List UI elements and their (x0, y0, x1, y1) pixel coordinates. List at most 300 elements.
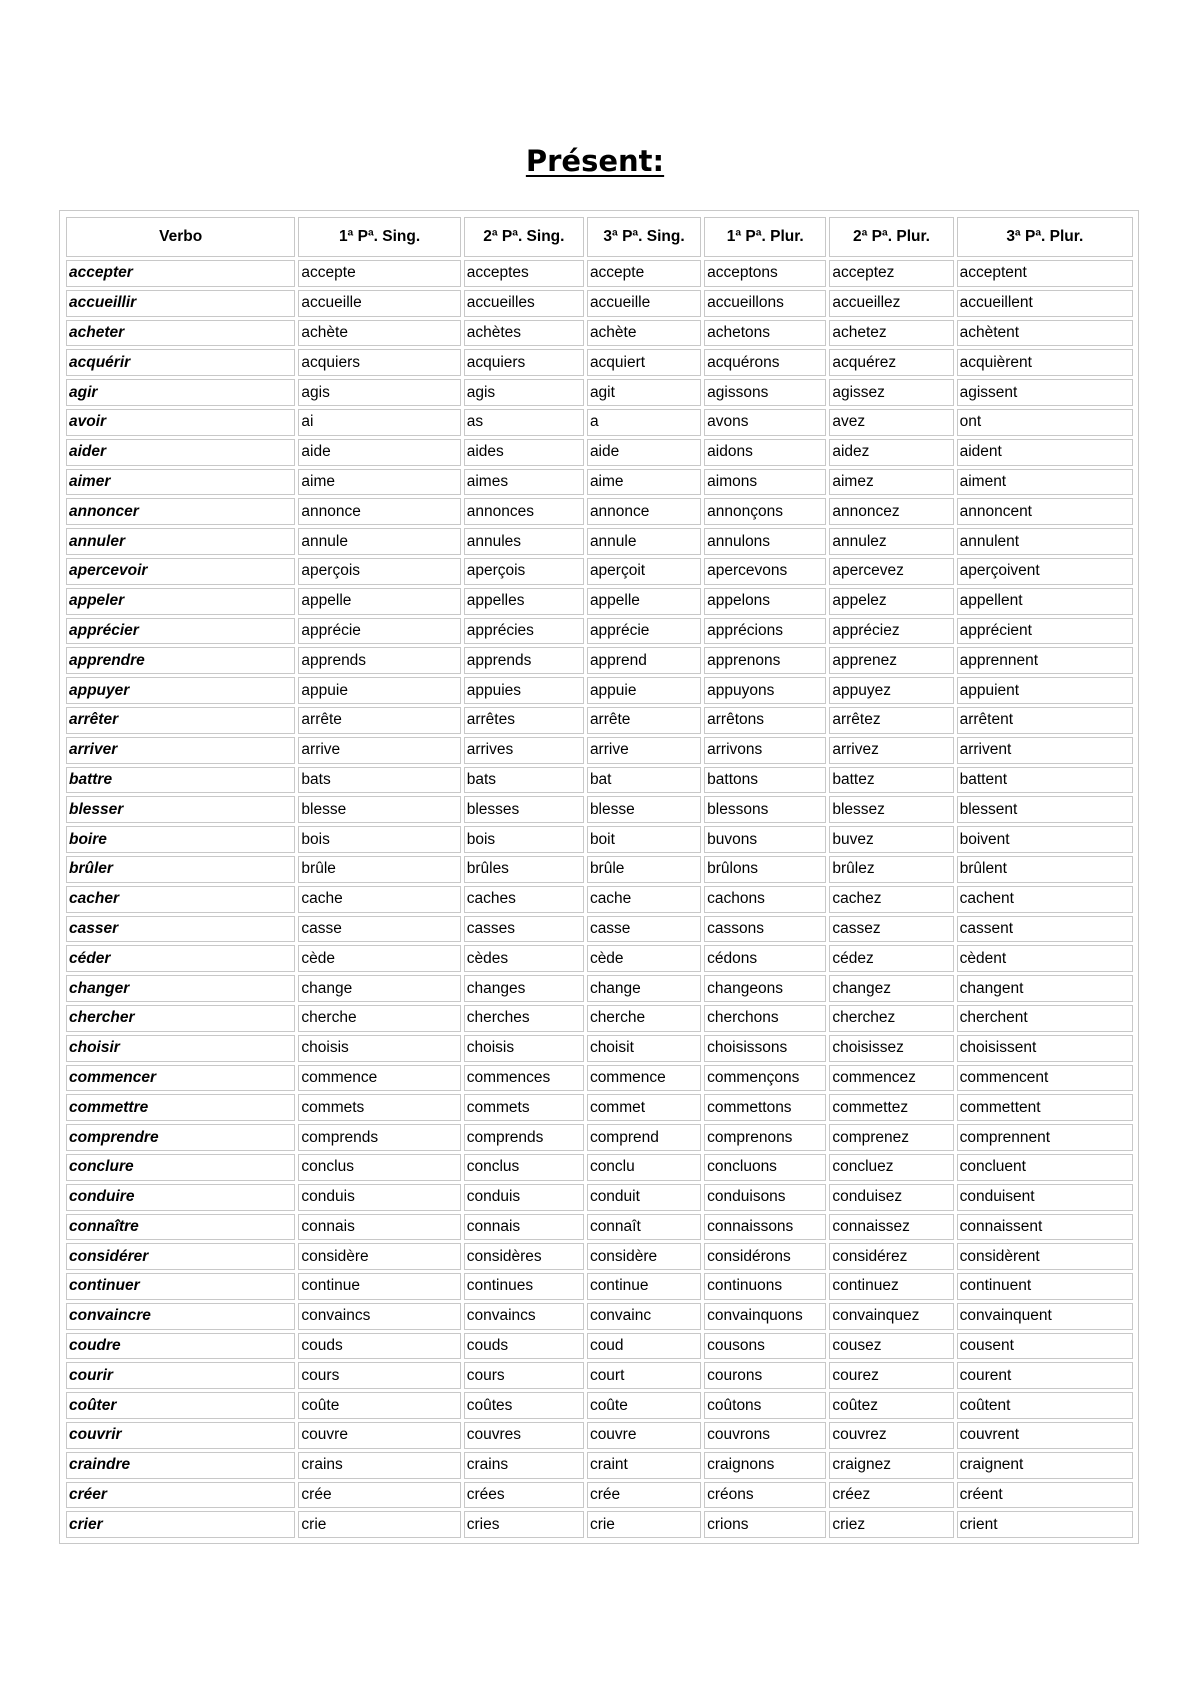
first-sing-cell: achète (298, 320, 460, 347)
table-row (66, 1303, 1133, 1330)
table-row (66, 1482, 1133, 1509)
table-row (66, 707, 1133, 734)
verb-cell: acquérir (66, 349, 295, 376)
second-sing-cell: brûles (464, 856, 584, 883)
table-row (66, 886, 1133, 913)
first-sing-cell: aperçois (298, 558, 460, 585)
first-plur-cell: cassons (704, 916, 826, 943)
second-sing-cell: continues (464, 1273, 584, 1300)
second-sing-cell: considères (464, 1243, 584, 1270)
third-plur-cell: ont (957, 409, 1133, 436)
first-plur-cell: acquérons (704, 349, 826, 376)
verb-cell: convaincre (66, 1303, 295, 1330)
first-sing-cell: choisis (298, 1035, 460, 1062)
third-plur-cell: courent (957, 1362, 1133, 1389)
first-sing-cell: couvre (298, 1422, 460, 1449)
second-sing-cell: crées (464, 1482, 584, 1509)
second-plur-cell: continuez (829, 1273, 953, 1300)
second-plur-cell: craignez (829, 1452, 953, 1479)
first-plur-cell: courons (704, 1362, 826, 1389)
first-plur-cell: aidons (704, 439, 826, 466)
first-sing-cell: couds (298, 1333, 460, 1360)
first-sing-cell: arrête (298, 707, 460, 734)
verb-cell: brûler (66, 856, 295, 883)
third-sing-cell: annule (587, 528, 701, 555)
first-sing-cell: acquiers (298, 349, 460, 376)
second-sing-cell: cherches (464, 1005, 584, 1032)
table-row (66, 1243, 1133, 1270)
second-sing-cell: crains (464, 1452, 584, 1479)
first-sing-cell: convaincs (298, 1303, 460, 1330)
verb-cell: battre (66, 767, 295, 794)
table-row (66, 1124, 1133, 1151)
second-sing-cell: conduis (464, 1184, 584, 1211)
second-plur-cell: accueillez (829, 290, 953, 317)
verb-cell: changer (66, 975, 295, 1002)
first-sing-cell: crée (298, 1482, 460, 1509)
third-plur-cell: conduisent (957, 1184, 1133, 1211)
second-sing-cell: aperçois (464, 558, 584, 585)
header-1st-plur: 1ª Pª. Plur. (704, 217, 826, 257)
second-sing-cell: accueilles (464, 290, 584, 317)
third-plur-cell: apprennent (957, 647, 1133, 674)
first-plur-cell: concluons (704, 1154, 826, 1181)
second-sing-cell: couds (464, 1333, 584, 1360)
third-sing-cell: achète (587, 320, 701, 347)
third-plur-cell: annoncent (957, 498, 1133, 525)
table-row (66, 1214, 1133, 1241)
verb-cell: apprécier (66, 618, 295, 645)
first-sing-cell: commence (298, 1065, 460, 1092)
second-plur-cell: aimez (829, 469, 953, 496)
table-row (66, 1333, 1133, 1360)
first-plur-cell: changeons (704, 975, 826, 1002)
third-plur-cell: couvrent (957, 1422, 1133, 1449)
verb-cell: conclure (66, 1154, 295, 1181)
third-sing-cell: cherche (587, 1005, 701, 1032)
table-row (66, 439, 1133, 466)
table-row (66, 260, 1133, 287)
second-plur-cell: coûtez (829, 1392, 953, 1419)
third-sing-cell: bat (587, 767, 701, 794)
third-plur-cell: cassent (957, 916, 1133, 943)
verb-cell: apprendre (66, 647, 295, 674)
second-plur-cell: commencez (829, 1065, 953, 1092)
first-sing-cell: continue (298, 1273, 460, 1300)
second-plur-cell: connaissez (829, 1214, 953, 1241)
second-plur-cell: acceptez (829, 260, 953, 287)
table-row (66, 856, 1133, 883)
second-sing-cell: connais (464, 1214, 584, 1241)
table-row (66, 379, 1133, 406)
third-sing-cell: court (587, 1362, 701, 1389)
first-sing-cell: comprends (298, 1124, 460, 1151)
second-sing-cell: commets (464, 1094, 584, 1121)
third-plur-cell: acquièrent (957, 349, 1133, 376)
second-plur-cell: annoncez (829, 498, 953, 525)
table-row (66, 737, 1133, 764)
second-plur-cell: créez (829, 1482, 953, 1509)
first-sing-cell: crains (298, 1452, 460, 1479)
first-sing-cell: change (298, 975, 460, 1002)
verb-cell: appeler (66, 588, 295, 615)
second-sing-cell: cours (464, 1362, 584, 1389)
second-plur-cell: considérez (829, 1243, 953, 1270)
second-plur-cell: acquérez (829, 349, 953, 376)
second-plur-cell: appelez (829, 588, 953, 615)
second-plur-cell: cédez (829, 945, 953, 972)
header-1st-sing: 1ª Pª. Sing. (298, 217, 460, 257)
first-sing-cell: connais (298, 1214, 460, 1241)
third-plur-cell: comprennent (957, 1124, 1133, 1151)
header-2nd-plur: 2ª Pª. Plur. (829, 217, 953, 257)
first-sing-cell: cherche (298, 1005, 460, 1032)
verb-cell: coûter (66, 1392, 295, 1419)
third-sing-cell: appuie (587, 677, 701, 704)
first-plur-cell: brûlons (704, 856, 826, 883)
table-row (66, 945, 1133, 972)
third-sing-cell: aide (587, 439, 701, 466)
second-plur-cell: concluez (829, 1154, 953, 1181)
verb-cell: considérer (66, 1243, 295, 1270)
table-row (66, 677, 1133, 704)
verb-cell: couvrir (66, 1422, 295, 1449)
first-sing-cell: aide (298, 439, 460, 466)
table-row (66, 320, 1133, 347)
second-plur-cell: conduisez (829, 1184, 953, 1211)
second-plur-cell: cousez (829, 1333, 953, 1360)
header-row (66, 217, 1133, 257)
third-sing-cell: change (587, 975, 701, 1002)
third-sing-cell: accepte (587, 260, 701, 287)
first-sing-cell: ai (298, 409, 460, 436)
second-plur-cell: avez (829, 409, 953, 436)
verb-cell: arrêter (66, 707, 295, 734)
third-sing-cell: considère (587, 1243, 701, 1270)
verb-cell: commettre (66, 1094, 295, 1121)
first-plur-cell: appuyons (704, 677, 826, 704)
verb-cell: aider (66, 439, 295, 466)
table-row (66, 826, 1133, 853)
second-sing-cell: acquiers (464, 349, 584, 376)
second-plur-cell: appréciez (829, 618, 953, 645)
first-sing-cell: agis (298, 379, 460, 406)
third-plur-cell: agissent (957, 379, 1133, 406)
second-sing-cell: choisis (464, 1035, 584, 1062)
third-sing-cell: choisit (587, 1035, 701, 1062)
third-sing-cell: brûle (587, 856, 701, 883)
second-sing-cell: achètes (464, 320, 584, 347)
third-plur-cell: aperçoivent (957, 558, 1133, 585)
first-plur-cell: apprécions (704, 618, 826, 645)
second-plur-cell: apprenez (829, 647, 953, 674)
first-plur-cell: achetons (704, 320, 826, 347)
table-row (66, 588, 1133, 615)
third-plur-cell: crient (957, 1511, 1133, 1538)
verb-cell: continuer (66, 1273, 295, 1300)
second-sing-cell: arrêtes (464, 707, 584, 734)
second-sing-cell: arrives (464, 737, 584, 764)
second-sing-cell: cèdes (464, 945, 584, 972)
third-plur-cell: changent (957, 975, 1133, 1002)
first-plur-cell: acceptons (704, 260, 826, 287)
third-plur-cell: cèdent (957, 945, 1133, 972)
third-plur-cell: arrivent (957, 737, 1133, 764)
first-plur-cell: apercevons (704, 558, 826, 585)
first-sing-cell: conduis (298, 1184, 460, 1211)
third-plur-cell: appellent (957, 588, 1133, 615)
first-plur-cell: crions (704, 1511, 826, 1538)
conjugation-table (63, 214, 1136, 1541)
verb-cell: boire (66, 826, 295, 853)
third-plur-cell: concluent (957, 1154, 1133, 1181)
second-plur-cell: couvrez (829, 1422, 953, 1449)
first-plur-cell: agissons (704, 379, 826, 406)
third-sing-cell: cache (587, 886, 701, 913)
verb-cell: choisir (66, 1035, 295, 1062)
second-plur-cell: brûlez (829, 856, 953, 883)
verb-cell: cacher (66, 886, 295, 913)
third-plur-cell: continuent (957, 1273, 1133, 1300)
first-sing-cell: conclus (298, 1154, 460, 1181)
second-plur-cell: arrêtez (829, 707, 953, 734)
third-sing-cell: couvre (587, 1422, 701, 1449)
first-plur-cell: cherchons (704, 1005, 826, 1032)
first-plur-cell: appelons (704, 588, 826, 615)
table-row (66, 916, 1133, 943)
second-sing-cell: commences (464, 1065, 584, 1092)
verb-cell: craindre (66, 1452, 295, 1479)
third-sing-cell: coûte (587, 1392, 701, 1419)
first-sing-cell: appuie (298, 677, 460, 704)
second-sing-cell: agis (464, 379, 584, 406)
third-plur-cell: créent (957, 1482, 1133, 1509)
first-sing-cell: crie (298, 1511, 460, 1538)
second-plur-cell: battez (829, 767, 953, 794)
table-row (66, 528, 1133, 555)
first-sing-cell: commets (298, 1094, 460, 1121)
second-sing-cell: cries (464, 1511, 584, 1538)
table-row (66, 975, 1133, 1002)
second-plur-cell: buvez (829, 826, 953, 853)
first-plur-cell: connaissons (704, 1214, 826, 1241)
third-sing-cell: casse (587, 916, 701, 943)
verb-cell: appuyer (66, 677, 295, 704)
verb-cell: conduire (66, 1184, 295, 1211)
third-plur-cell: blessent (957, 796, 1133, 823)
header-3rd-plur: 3ª Pª. Plur. (957, 217, 1133, 257)
third-sing-cell: boit (587, 826, 701, 853)
first-plur-cell: choisissons (704, 1035, 826, 1062)
third-sing-cell: appelle (587, 588, 701, 615)
third-plur-cell: convainquent (957, 1303, 1133, 1330)
second-sing-cell: aimes (464, 469, 584, 496)
third-sing-cell: connaît (587, 1214, 701, 1241)
table-row (66, 290, 1133, 317)
first-sing-cell: brûle (298, 856, 460, 883)
second-sing-cell: acceptes (464, 260, 584, 287)
second-plur-cell: convainquez (829, 1303, 953, 1330)
table-row (66, 767, 1133, 794)
verb-cell: arriver (66, 737, 295, 764)
first-plur-cell: cousons (704, 1333, 826, 1360)
first-sing-cell: cours (298, 1362, 460, 1389)
table-row (66, 1422, 1133, 1449)
third-plur-cell: commettent (957, 1094, 1133, 1121)
first-sing-cell: annule (298, 528, 460, 555)
table-row (66, 1154, 1133, 1181)
first-plur-cell: continuons (704, 1273, 826, 1300)
first-plur-cell: conduisons (704, 1184, 826, 1211)
second-plur-cell: arrivez (829, 737, 953, 764)
second-sing-cell: blesses (464, 796, 584, 823)
verb-cell: coudre (66, 1333, 295, 1360)
third-plur-cell: cachent (957, 886, 1133, 913)
third-plur-cell: aiment (957, 469, 1133, 496)
second-sing-cell: casses (464, 916, 584, 943)
second-sing-cell: conclus (464, 1154, 584, 1181)
third-plur-cell: choisissent (957, 1035, 1133, 1062)
verb-cell: annuler (66, 528, 295, 555)
first-sing-cell: appelle (298, 588, 460, 615)
third-sing-cell: crie (587, 1511, 701, 1538)
verb-cell: courir (66, 1362, 295, 1389)
first-plur-cell: craignons (704, 1452, 826, 1479)
table-row (66, 1035, 1133, 1062)
third-sing-cell: conclu (587, 1154, 701, 1181)
third-sing-cell: aperçoit (587, 558, 701, 585)
third-sing-cell: crée (587, 1482, 701, 1509)
second-plur-cell: achetez (829, 320, 953, 347)
third-sing-cell: annonce (587, 498, 701, 525)
table-row (66, 1094, 1133, 1121)
first-sing-cell: apprécie (298, 618, 460, 645)
first-plur-cell: cédons (704, 945, 826, 972)
second-sing-cell: couvres (464, 1422, 584, 1449)
second-plur-cell: criez (829, 1511, 953, 1538)
table-row (66, 558, 1133, 585)
second-sing-cell: caches (464, 886, 584, 913)
first-sing-cell: casse (298, 916, 460, 943)
third-plur-cell: cousent (957, 1333, 1133, 1360)
first-sing-cell: bats (298, 767, 460, 794)
verb-cell: casser (66, 916, 295, 943)
first-plur-cell: annulons (704, 528, 826, 555)
first-plur-cell: commettons (704, 1094, 826, 1121)
third-sing-cell: a (587, 409, 701, 436)
verb-cell: commencer (66, 1065, 295, 1092)
third-sing-cell: apprécie (587, 618, 701, 645)
table-row (66, 1452, 1133, 1479)
second-sing-cell: apprends (464, 647, 584, 674)
second-sing-cell: convaincs (464, 1303, 584, 1330)
third-sing-cell: agit (587, 379, 701, 406)
third-plur-cell: achètent (957, 320, 1133, 347)
verb-cell: comprendre (66, 1124, 295, 1151)
verb-cell: chercher (66, 1005, 295, 1032)
verb-cell: céder (66, 945, 295, 972)
third-plur-cell: craignent (957, 1452, 1133, 1479)
third-sing-cell: blesse (587, 796, 701, 823)
verb-cell: agir (66, 379, 295, 406)
first-plur-cell: battons (704, 767, 826, 794)
second-plur-cell: blessez (829, 796, 953, 823)
table-row (66, 618, 1133, 645)
first-plur-cell: coûtons (704, 1392, 826, 1419)
second-sing-cell: annonces (464, 498, 584, 525)
first-sing-cell: aime (298, 469, 460, 496)
table-row (66, 1511, 1133, 1538)
second-sing-cell: comprends (464, 1124, 584, 1151)
page-title: Présent: (525, 144, 665, 178)
third-plur-cell: brûlent (957, 856, 1133, 883)
second-sing-cell: annules (464, 528, 584, 555)
table-row (66, 469, 1133, 496)
first-sing-cell: accueille (298, 290, 460, 317)
third-plur-cell: apprécient (957, 618, 1133, 645)
table-row (66, 647, 1133, 674)
table-row (66, 498, 1133, 525)
first-plur-cell: blessons (704, 796, 826, 823)
first-sing-cell: bois (298, 826, 460, 853)
third-sing-cell: accueille (587, 290, 701, 317)
table-row (66, 409, 1133, 436)
second-plur-cell: choisissez (829, 1035, 953, 1062)
first-plur-cell: couvrons (704, 1422, 826, 1449)
first-plur-cell: apprenons (704, 647, 826, 674)
third-plur-cell: acceptent (957, 260, 1133, 287)
second-sing-cell: bats (464, 767, 584, 794)
second-plur-cell: cassez (829, 916, 953, 943)
table-row (66, 349, 1133, 376)
header-2nd-sing: 2ª Pª. Sing. (464, 217, 584, 257)
first-plur-cell: considérons (704, 1243, 826, 1270)
second-plur-cell: comprenez (829, 1124, 953, 1151)
third-sing-cell: commence (587, 1065, 701, 1092)
verb-cell: accepter (66, 260, 295, 287)
first-plur-cell: annonçons (704, 498, 826, 525)
second-sing-cell: coûtes (464, 1392, 584, 1419)
third-plur-cell: coûtent (957, 1392, 1133, 1419)
table-row (66, 1065, 1133, 1092)
first-plur-cell: aimons (704, 469, 826, 496)
first-plur-cell: créons (704, 1482, 826, 1509)
conjugation-table-frame (59, 210, 1139, 1544)
table-row (66, 1362, 1133, 1389)
verb-cell: aimer (66, 469, 295, 496)
verb-cell: apercevoir (66, 558, 295, 585)
third-sing-cell: cède (587, 945, 701, 972)
table-row (66, 1273, 1133, 1300)
third-plur-cell: annulent (957, 528, 1133, 555)
second-plur-cell: aidez (829, 439, 953, 466)
second-sing-cell: appuies (464, 677, 584, 704)
second-plur-cell: changez (829, 975, 953, 1002)
header-3rd-sing: 3ª Pª. Sing. (587, 217, 701, 257)
first-sing-cell: cache (298, 886, 460, 913)
table-row (66, 1005, 1133, 1032)
third-plur-cell: cherchent (957, 1005, 1133, 1032)
first-sing-cell: coûte (298, 1392, 460, 1419)
verb-cell: annoncer (66, 498, 295, 525)
third-plur-cell: accueillent (957, 290, 1133, 317)
third-sing-cell: acquiert (587, 349, 701, 376)
second-plur-cell: appuyez (829, 677, 953, 704)
first-sing-cell: annonce (298, 498, 460, 525)
first-plur-cell: comprenons (704, 1124, 826, 1151)
third-sing-cell: continue (587, 1273, 701, 1300)
first-sing-cell: considère (298, 1243, 460, 1270)
